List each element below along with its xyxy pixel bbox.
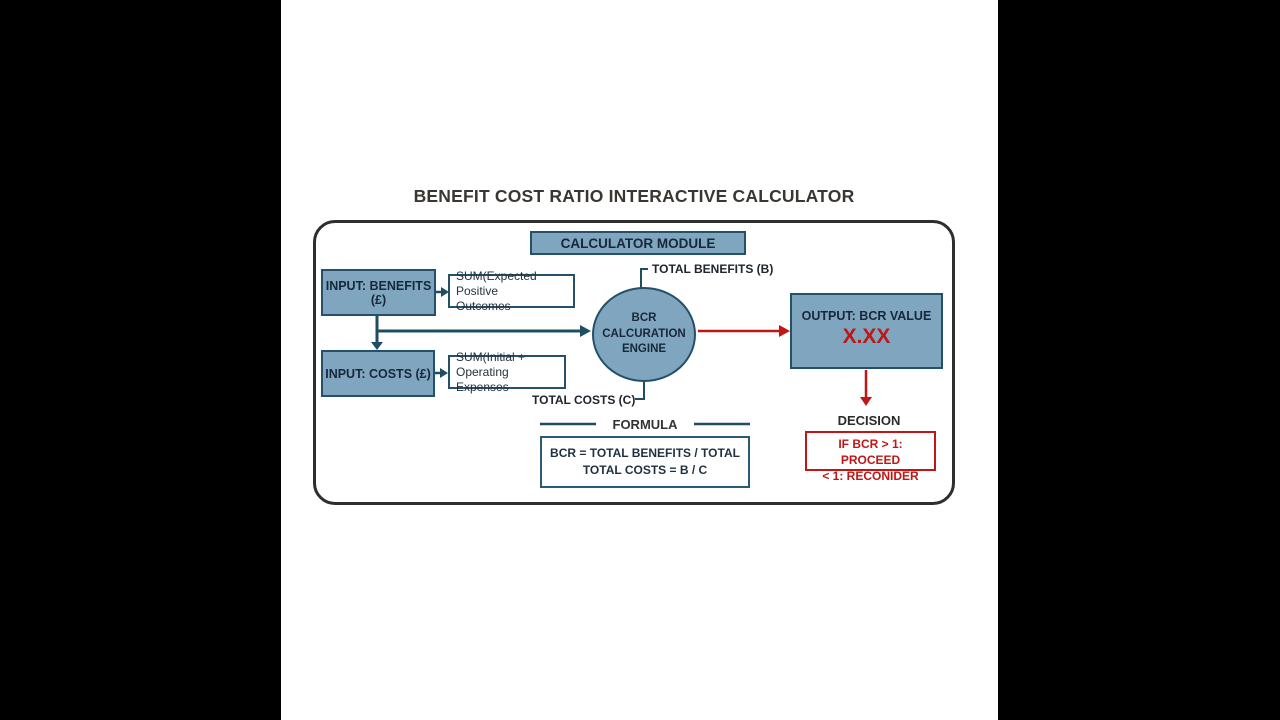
total-costs-label: TOTAL COSTS (C) — [532, 393, 636, 407]
engine-line2: CALCURATION — [602, 327, 686, 340]
formula-box — [540, 436, 750, 488]
page-title: BENEFIT COST RATIO INTERACTIVE CALCULATOR — [413, 186, 855, 206]
decision-heading: DECISION — [837, 413, 901, 428]
output-bcr-label: OUTPUT: BCR VALUE — [801, 309, 932, 323]
costs-sum-box — [448, 349, 566, 394]
bcr-engine-circle — [592, 287, 696, 382]
engine-line1: BCR — [631, 312, 657, 325]
costs-sum-line2: Operating Expenses — [456, 364, 509, 394]
decision-rule-line1: IF BCR > 1: PROCEED — [838, 437, 903, 468]
decision-rule-line2: < 1: RECONIDER — [822, 469, 919, 484]
benefits-sum-box — [448, 268, 575, 313]
input-costs-label: INPUT: COSTS (£) — [325, 366, 431, 381]
total-benefits-label: TOTAL BENEFITS (B) — [652, 262, 774, 276]
costs-sum-line1: SUM(Initial + — [456, 349, 526, 364]
benefits-sum-line2: Outcomes — [456, 298, 511, 313]
benefits-sum-line1: SUM(Expected Positive — [456, 268, 537, 298]
output-bcr-value: X.XX — [842, 325, 891, 348]
calculator-module-label: CALCULATOR MODULE — [560, 235, 716, 251]
input-costs-box — [321, 350, 435, 397]
calculator-module-header — [530, 231, 746, 255]
formula-line2: TOTAL COSTS = B / C — [582, 462, 708, 477]
input-benefits-box — [321, 269, 436, 316]
engine-line3: ENGINE — [621, 343, 667, 356]
output-bcr-box — [790, 293, 943, 369]
formula-heading: FORMULA — [612, 417, 678, 432]
input-benefits-label: INPUT: BENEFITS (£) — [325, 278, 432, 307]
decision-rule-box — [805, 431, 936, 484]
formula-line1: BCR = TOTAL BENEFITS / TOTAL — [550, 446, 740, 460]
